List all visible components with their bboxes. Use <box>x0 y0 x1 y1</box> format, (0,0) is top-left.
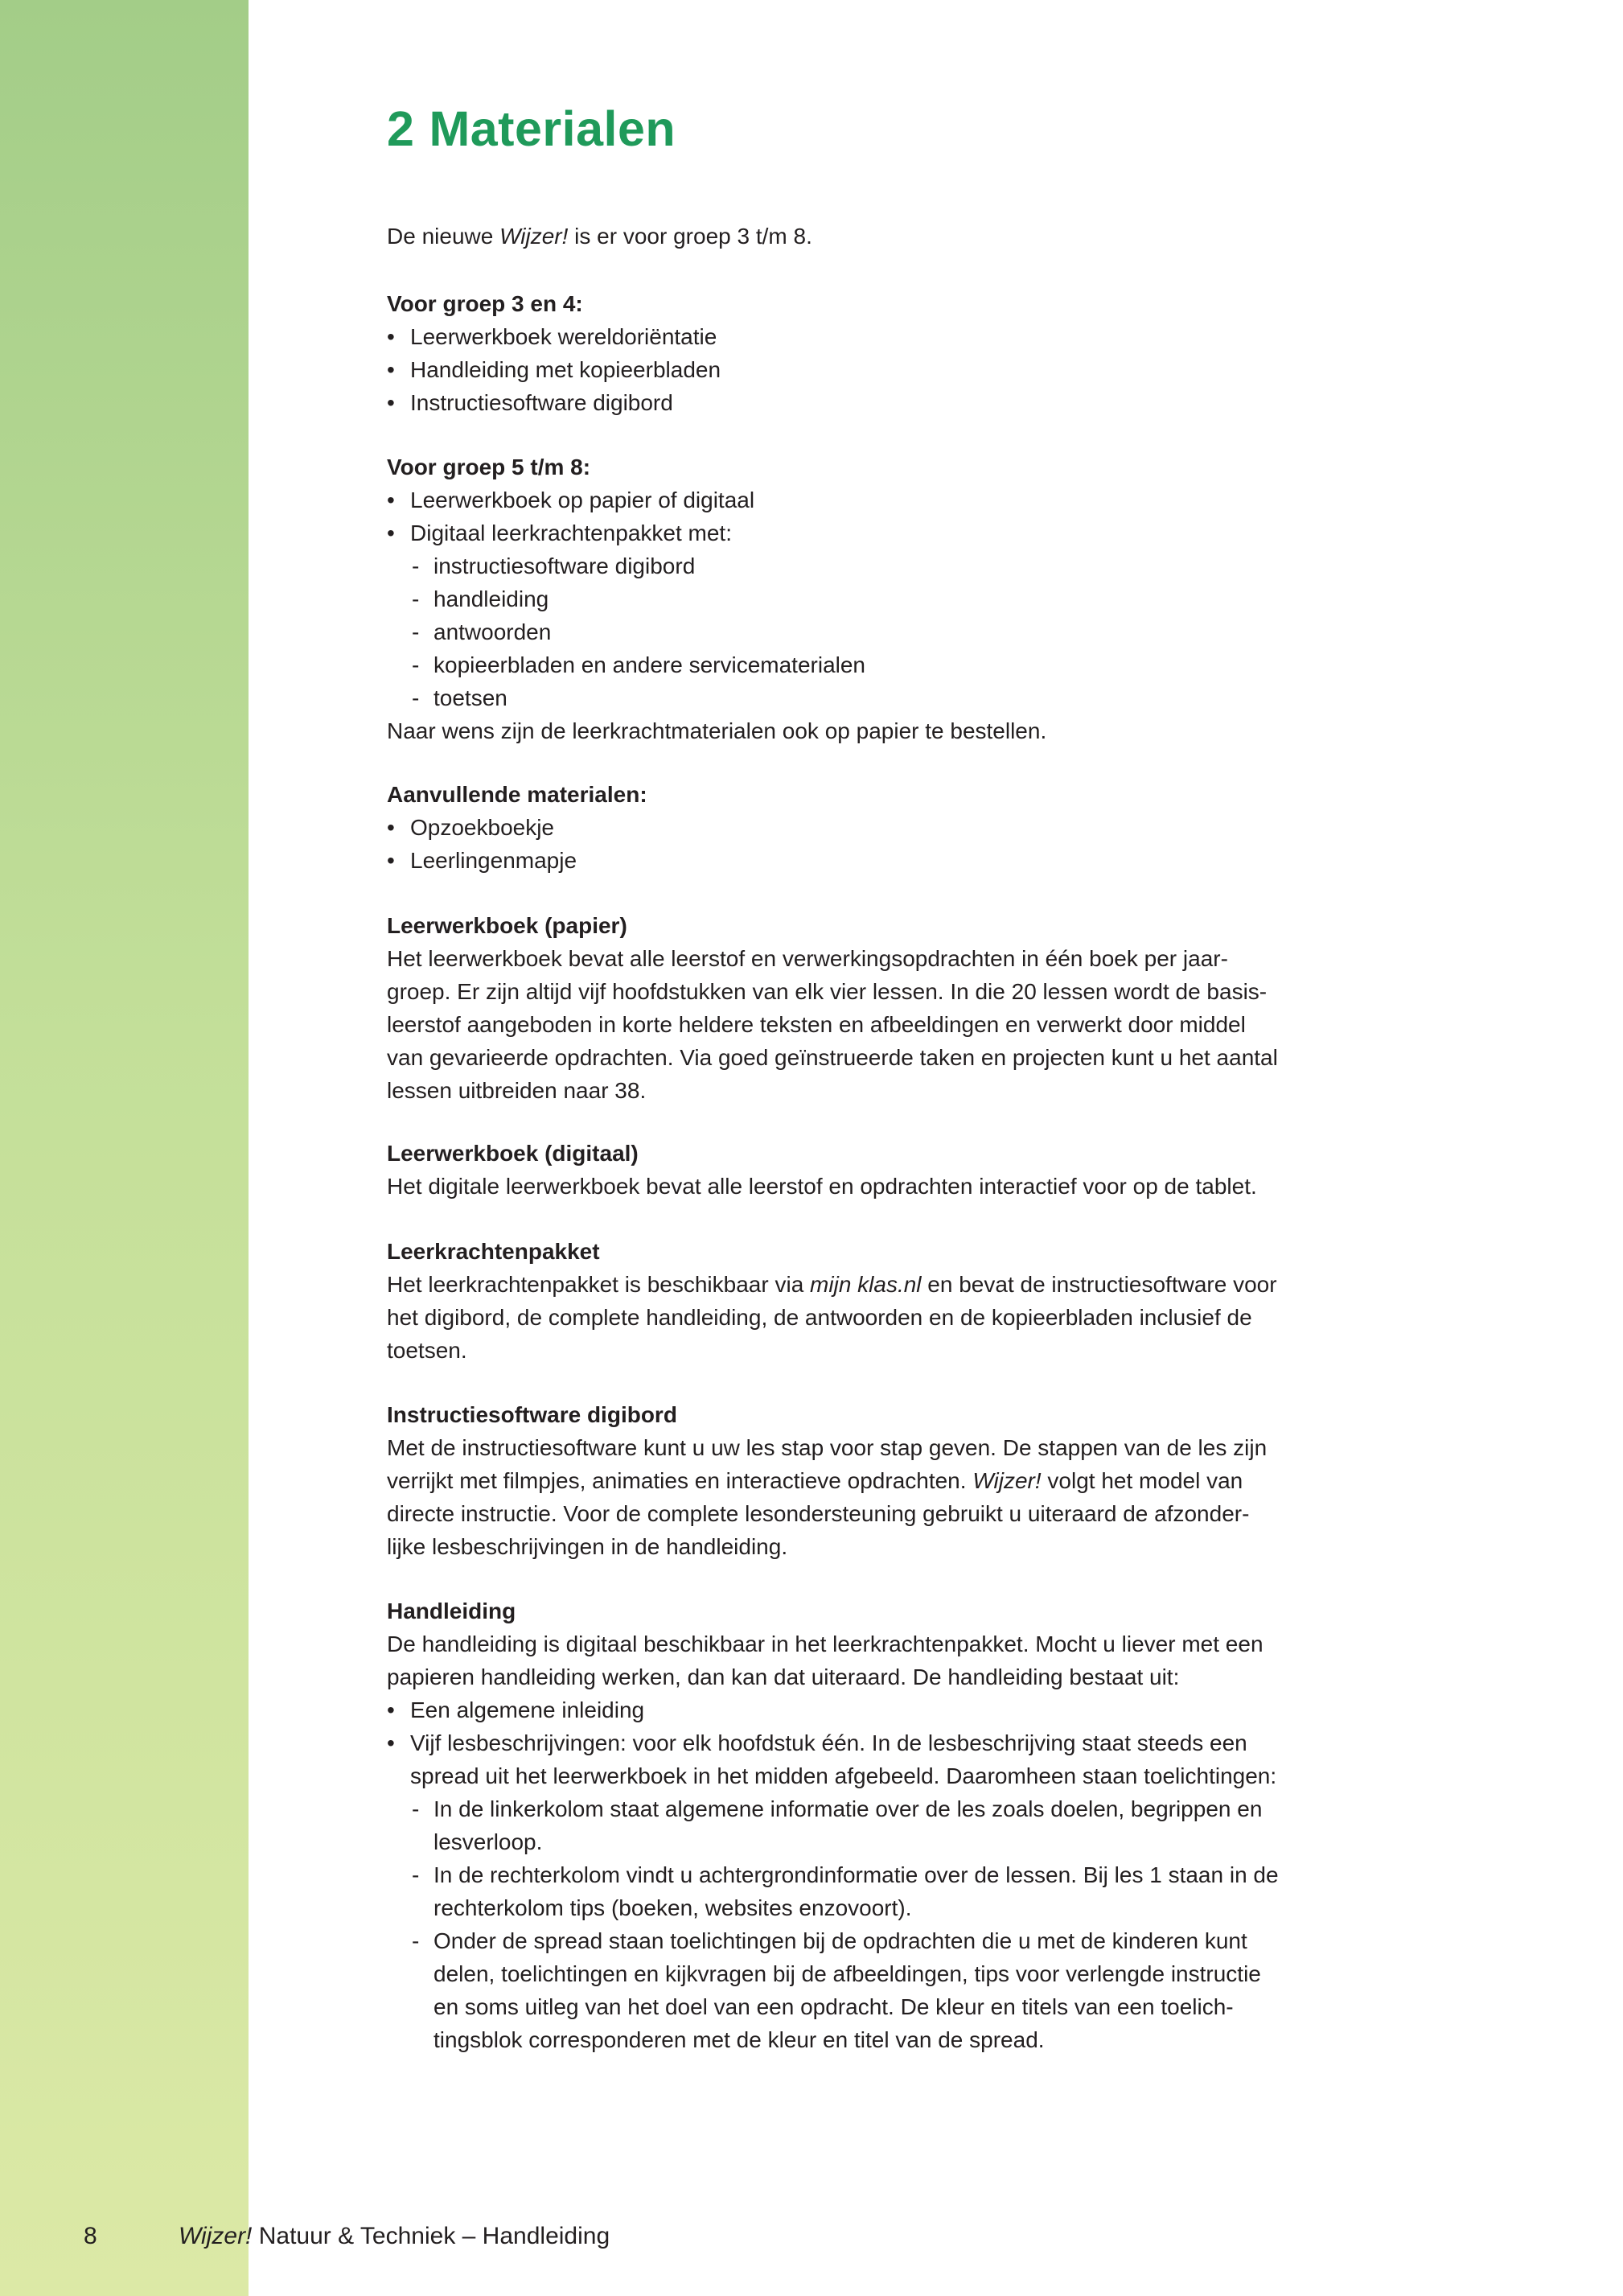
text-span: tingsblok corresponderen met de kleur en titel van de spread. <box>433 2027 1045 2052</box>
text-line <box>387 1268 1424 1301</box>
chapter-number: 2 <box>387 101 415 156</box>
text-span: Het leerkrachtenpakket is beschikbaar via <box>387 1272 811 1297</box>
list-item <box>387 1858 1424 1924</box>
text-span: spread uit het leerwerkboek in het midden afgebeeld. Daaromheen staan toelichtingen: <box>410 1763 1277 1788</box>
list-item: - instructiesoftware digibord <box>387 549 1424 582</box>
text-span: In de linkerkolom staat algemene informatie over de les zoals doelen, begrippen en <box>433 1796 1263 1821</box>
list-item: • Leerwerkboek wereldoriëntatie <box>387 320 1424 353</box>
footer-title <box>179 2220 610 2253</box>
text-line: het digibord, de complete handleiding, de antwoorden en de kopieerbladen inclusief de <box>387 1305 1252 1330</box>
section-groep-5-8 <box>387 451 1424 747</box>
bullet-list <box>387 1693 1424 1792</box>
section-leerwerkboek-papier <box>387 909 1424 1107</box>
bullet-list <box>387 811 1424 877</box>
section-leerkrachtenpakket <box>387 1235 1424 1367</box>
website-reference: mijn klas.nl <box>810 1272 922 1297</box>
list-item <box>387 1792 1424 1858</box>
list-item: • Opzoekboekje <box>387 811 1424 844</box>
section-aanvullend <box>387 778 1424 877</box>
section-heading: Instructiesoftware digibord <box>387 1402 677 1427</box>
intro-text-end: is er voor groep 3 t/m 8. <box>568 224 812 249</box>
text-line: Het leerwerkboek bevat alle leerstof en verwerkingsopdrachten in één boek per jaar- <box>387 946 1228 971</box>
list-item: • Digitaal leerkrachtenpakket met: <box>387 516 1424 549</box>
intro-brand: Wijzer! <box>499 224 569 249</box>
brand-name: Wijzer! <box>972 1468 1042 1493</box>
text-span: en soms uitleg van het doel van een opdracht. De kleur en titels van een toelich- <box>433 1994 1234 2019</box>
list-item: - toetsen <box>387 681 1424 714</box>
list-item: • Leerlingenmapje <box>387 844 1424 877</box>
section-heading: Leerwerkboek (digitaal) <box>387 1141 639 1166</box>
list-item: - antwoorden <box>387 615 1424 648</box>
page-number: 8 <box>84 2223 97 2249</box>
list-item <box>387 1924 1424 2056</box>
text-line: Met de instructiesoftware kunt u uw les stap voor stap geven. De stappen van de les zijn <box>387 1435 1268 1460</box>
text-line: directe instructie. Voor de complete lesondersteuning gebruikt u uiteraard de afzonder- <box>387 1501 1250 1526</box>
text-span: volgt het model van <box>1041 1468 1243 1493</box>
text-span: rechterkolom tips (boeken, websites enzovoort). <box>433 1895 912 1920</box>
section-heading: Aanvullende materialen: <box>387 782 647 807</box>
section-instructiesoftware <box>387 1398 1424 1563</box>
text-span: lesverloop. <box>433 1829 543 1854</box>
text-line: van gevarieerde opdrachten. Via goed geïnstrueerde taken en projecten kunt u het aantal <box>387 1045 1278 1070</box>
text-line: lessen uitbreiden naar 38. <box>387 1078 647 1103</box>
text-span: Onder de spread staan toelichtingen bij de opdrachten die u met de kinderen kunt <box>433 1928 1247 1953</box>
list-item: • Handleiding met kopieerbladen <box>387 353 1424 386</box>
section-note: Naar wens zijn de leerkrachtmaterialen ook op papier te bestellen. <box>387 718 1047 743</box>
section-heading: Leerkrachtenpakket <box>387 1239 600 1264</box>
text-line <box>387 1464 1424 1497</box>
text-span: Vijf lesbeschrijvingen: voor elk hoofdstuk één. In de lesbeschrijving staat steeds een <box>410 1730 1247 1755</box>
text-line: groep. Er zijn altijd vijf hoofdstukken van elk vier lessen. In die 20 lessen wordt de basis- <box>387 979 1268 1004</box>
bullet-list <box>387 320 1424 419</box>
section-heading: Handleiding <box>387 1599 516 1623</box>
list-item: - handleiding <box>387 582 1424 615</box>
decorative-sidebar <box>0 0 249 2296</box>
chapter-title <box>387 97 676 161</box>
list-item: - kopieerbladen en andere servicematerialen <box>387 648 1424 681</box>
section-heading: Voor groep 3 en 4: <box>387 291 583 316</box>
section-heading: Voor groep 5 t/m 8: <box>387 455 591 479</box>
footer-brand: Wijzer! <box>179 2223 253 2249</box>
text-line: De handleiding is digitaal beschikbaar in het leerkrachtenpakket. Mocht u liever met een <box>387 1631 1263 1656</box>
footer-text: Natuur & Techniek – Handleiding <box>252 2223 610 2249</box>
text-line: Het digitale leerwerkboek bevat alle leerstof en opdrachten interactief voor op de tablet. <box>387 1174 1257 1199</box>
section-groep-3-4 <box>387 287 1424 419</box>
intro-text-start: De nieuwe <box>387 224 500 249</box>
text-line: papieren handleiding werken, dan kan dat uiteraard. De handleiding bestaat uit: <box>387 1664 1180 1689</box>
text-line: lijke lesbeschrijvingen in de handleiding. <box>387 1534 788 1559</box>
list-item: • Leerwerkboek op papier of digitaal <box>387 483 1424 516</box>
list-item <box>387 1726 1424 1792</box>
text-line: toetsen. <box>387 1338 467 1363</box>
text-line: leerstof aangeboden in korte heldere teksten en afbeeldingen en verwerkt door middel <box>387 1012 1246 1037</box>
dash-list <box>387 1792 1424 2056</box>
text-span: delen, toelichtingen en kijkvragen bij de afbeeldingen, tips voor verlengde instructie <box>433 1961 1261 1986</box>
dash-list <box>387 549 1424 714</box>
section-heading: Leerwerkboek (papier) <box>387 913 627 938</box>
intro-paragraph <box>387 220 1424 253</box>
bullet-list <box>387 483 1424 549</box>
list-item: • Instructiesoftware digibord <box>387 386 1424 419</box>
text-span: en bevat de instructiesoftware voor <box>921 1272 1277 1297</box>
section-leerwerkboek-digitaal <box>387 1137 1424 1203</box>
chapter-title-text: Materialen <box>429 101 676 156</box>
text-span: In de rechterkolom vindt u achtergrondinformatie over de lessen. Bij les 1 staan in de <box>433 1862 1279 1887</box>
text-span: verrijkt met filmpjes, animaties en interactieve opdrachten. <box>387 1468 973 1493</box>
section-handleiding <box>387 1594 1424 2056</box>
list-item: • Een algemene inleiding <box>387 1693 1424 1726</box>
